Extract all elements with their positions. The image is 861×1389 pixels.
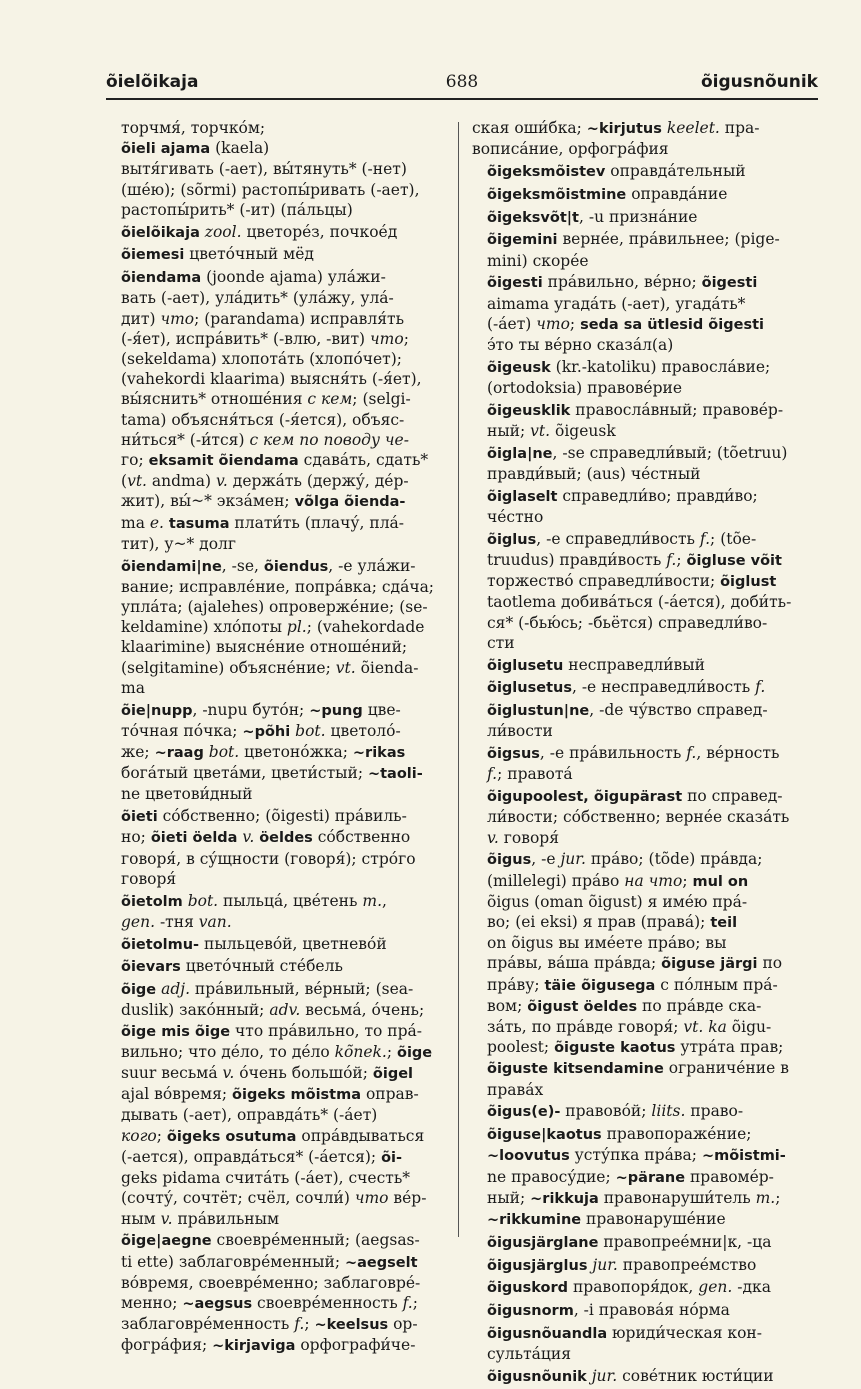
entry-line: (selgitamine) объясне́ние; vt. õienda- bbox=[121, 658, 419, 677]
entry-line: on õigus вы име́ете пра́во; вы bbox=[487, 934, 727, 953]
running-head-left: õielõikaja bbox=[106, 72, 199, 92]
entry-line: растопы́рить* (-ит) (па́льцы) bbox=[121, 200, 353, 219]
entry-line: пра́вы, ва́ша пра́вда; õiguse järgi по bbox=[487, 954, 783, 973]
entry-line: жит), вы́~* экза́мен; võlga õienda- bbox=[121, 492, 406, 511]
entry-line: вы́яснить* отноше́ния с кем; (selgi- bbox=[121, 390, 411, 409]
entry-line: õigemini верне́е, пра́вильнее; (pige- bbox=[487, 230, 780, 249]
entry-line: ный; vt. õigeusk bbox=[487, 422, 616, 440]
entry-line: õiendami|ne, -se, õiendus, -e ула́жи- bbox=[121, 556, 416, 575]
entry-line: õigus(e)- правово́й; liits. право- bbox=[487, 1102, 744, 1121]
entry-line: ma bbox=[121, 678, 145, 697]
dictionary-entry bbox=[472, 700, 818, 741]
entry-line: õigsus, -e пра́вильность f., ве́рность bbox=[487, 744, 780, 763]
entry-line: õiglaselt справедли́во; правди́во; bbox=[487, 486, 758, 505]
entry-line: õietolmu- пыльцево́й, цветнево́й bbox=[121, 934, 387, 953]
dictionary-entry bbox=[106, 267, 452, 554]
entry-line: tama) объясня́ться (-я́ется), объяс- bbox=[121, 410, 405, 429]
entry-line: пра́ву; täie õigusega с по́лным пра́- bbox=[487, 975, 778, 994]
entry-line: бога́тый цвета́ми, цвети́стый; ~taoli- bbox=[121, 764, 423, 783]
entry-line: ни́ться* (-и́тся) с кем по поводу че- bbox=[121, 430, 409, 449]
entry-line: õigusjärglus jur. правопрее́мство bbox=[487, 1255, 757, 1274]
entry-line: õiglusetus, -e несправедли́вость f. bbox=[487, 678, 766, 697]
dictionary-entry bbox=[472, 677, 818, 698]
dictionary-entry bbox=[106, 700, 452, 805]
entry-line: õige|aegne своевре́менный; (aegsas- bbox=[121, 1231, 420, 1250]
entry-line: õigeusk (kr.-katoliku) правосла́вие; bbox=[487, 357, 771, 376]
page-number: 688 bbox=[445, 72, 479, 92]
entry-line: ne цветови́дный bbox=[121, 785, 253, 804]
entry-line: keldamine) хло́поты pl.; (vahekordade bbox=[121, 618, 425, 637]
dictionary-entry bbox=[472, 655, 818, 676]
entry-line: говоря́ bbox=[121, 869, 177, 888]
entry-line: же; ~raag bot. цветоно́жка; ~rikas bbox=[121, 743, 406, 762]
entry-line: õigla|ne, -se справедли́вый; (tõetruu) bbox=[487, 443, 788, 462]
header-rule bbox=[106, 98, 818, 100]
dictionary-entry bbox=[472, 229, 818, 270]
entry-line: (millelegi) пра́во на что; mul on bbox=[487, 871, 749, 890]
entry-line: õigeksmõistev оправда́тельный bbox=[487, 162, 746, 180]
entry-line: торчмя́, торчко́м; bbox=[121, 119, 266, 137]
entry-line: v. говоря́ bbox=[487, 828, 559, 847]
entry-line: õigeusklik правосла́вный; правове́р- bbox=[487, 400, 784, 419]
entry-line: suur весьма́ v. о́чень большо́й; õigel bbox=[121, 1064, 414, 1083]
left-column bbox=[106, 118, 452, 1358]
entry-line: кого; õigeks osutuma опра́вдываться bbox=[121, 1126, 425, 1145]
entry-line: õigusnorm, -i правова́я но́рма bbox=[487, 1301, 730, 1320]
entry-line: права́х bbox=[487, 1080, 544, 1099]
dictionary-entry bbox=[472, 1101, 818, 1122]
dictionary-entry bbox=[472, 184, 818, 205]
entry-line: klaarimine) выясне́ние отноше́ний; bbox=[121, 638, 408, 657]
entry-line: f.; правота́ bbox=[487, 765, 573, 784]
dictionary-entry bbox=[472, 118, 818, 159]
column-separator bbox=[458, 122, 459, 1237]
entry-line: сульта́ция bbox=[487, 1345, 571, 1364]
dictionary-entry bbox=[106, 556, 452, 698]
dictionary-entry bbox=[472, 1232, 818, 1253]
entry-line: õiguste kitsendamine ограниче́ние в bbox=[487, 1059, 789, 1078]
dictionary-entry bbox=[472, 743, 818, 784]
entry-line: õige adj. пра́вильный, ве́рный; (sea- bbox=[121, 980, 414, 999]
entry-line: ~loovutus усту́пка пра́ва; ~mõistmi- bbox=[487, 1146, 786, 1165]
entry-line: тит), у~* долг bbox=[121, 534, 237, 553]
entry-line: õiglusetu несправедли́вый bbox=[487, 655, 705, 674]
entry-line: (ше́ю); (sõrmi) растопы́ривать (-ает), bbox=[121, 180, 420, 199]
entry-line: õigupoolest, õigupärast по справед- bbox=[487, 787, 783, 806]
entry-line: но; õieti öelda v. öeldes со́бственно bbox=[121, 828, 411, 847]
entry-line: õiglustun|ne, -de чу́вство справед- bbox=[487, 701, 768, 720]
dictionary-entry bbox=[472, 1300, 818, 1321]
entry-line: õigus (oman õigust) я име́ю пра́- bbox=[487, 892, 748, 911]
entry-line: (vahekordi klaarima) выясня́ть (-я́ет), bbox=[121, 370, 422, 389]
entry-line: aimama угада́ть (-ает), угада́ть* bbox=[487, 294, 746, 313]
entry-line: правди́вый; (aus) че́стный bbox=[487, 465, 701, 483]
entry-line: ли́вости; со́бственно; верне́е сказа́ть bbox=[487, 808, 790, 827]
entry-line: вать (-ает), ула́дить* (ула́жу, ула́- bbox=[121, 289, 394, 308]
entry-line: geks pidama счита́ть (-а́ет), счесть* bbox=[121, 1169, 411, 1188]
entry-line: менно; ~aegsus своевре́менность f.; bbox=[121, 1293, 418, 1312]
entry-line: ma e. tasuma плати́ть (плачу́, пла́- bbox=[121, 513, 405, 532]
dictionary-entry bbox=[106, 806, 452, 889]
entry-line: ti ette) заблаговре́менный; ~aegselt bbox=[121, 1252, 418, 1271]
dictionary-entry bbox=[472, 849, 818, 1099]
entry-line: poolest; õiguste kaotus утра́та прав; bbox=[487, 1038, 784, 1057]
entry-line: duslik) зако́нный; adv. весьма́, о́чень; bbox=[121, 1001, 425, 1020]
dictionary-entry bbox=[472, 786, 818, 848]
dictionary-entry bbox=[472, 400, 818, 441]
dictionary-entry bbox=[472, 1323, 818, 1364]
entry-line: заблаговре́менность f.; ~keelsus ор- bbox=[121, 1315, 418, 1334]
entry-line: го; eksamit õiendama сдава́ть, сдать* bbox=[121, 451, 429, 470]
entry-line: (-ается), оправда́ться* (-а́ется); õi- bbox=[121, 1147, 403, 1166]
dictionary-entry bbox=[106, 979, 452, 1228]
entry-line: õigeksvõt|t, -u призна́ние bbox=[487, 207, 698, 226]
entry-line: (-я́ет), испра́вить* (-влю, -вит) что; bbox=[121, 329, 409, 348]
entry-line: õigusnõuandla юриди́ческая кон- bbox=[487, 1324, 762, 1343]
entry-line: вытя́гивать (-ает), вы́тянуть* (-нет) bbox=[121, 160, 407, 179]
entry-line: (ortodoksia) правове́рие bbox=[487, 379, 682, 397]
entry-line: ne правосу́дие; ~pärane правоме́р- bbox=[487, 1167, 774, 1186]
entry-line: ская оши́бка; ~kirjutus keelet. пра- bbox=[472, 119, 760, 137]
entry-line: ajal во́время; õigeks mõistma оправ- bbox=[121, 1085, 419, 1104]
entry-line: õiglus, -e справедли́вость f.; (tõe- bbox=[487, 529, 757, 548]
entry-line: õietolm bot. пыльца́, цве́тень m., bbox=[121, 891, 387, 910]
entry-line: truudus) правди́вость f.; õigluse võit bbox=[487, 551, 782, 569]
entry-line: во; (ei eksi) я прав (права́); teil bbox=[487, 913, 738, 932]
entry-line: õigus, -e jur. пра́во; (tõde) пра́вда; bbox=[487, 850, 763, 869]
entry-line: то́чная по́чка; ~põhi bot. цветоло́- bbox=[121, 721, 401, 740]
running-head-right: õigusnõunik bbox=[700, 72, 818, 92]
entry-line: õigeksmõistmine оправда́ние bbox=[487, 184, 728, 203]
entry-line: õige mis õige что пра́вильно, то пра́- bbox=[121, 1021, 423, 1040]
dictionary-entry bbox=[106, 934, 452, 955]
entry-line: gen. -тня van. bbox=[121, 912, 232, 931]
dictionary-entry bbox=[472, 443, 818, 484]
entry-line: õigusjärglane правопрее́мни|к, -ца bbox=[487, 1232, 772, 1251]
entry-line: сти bbox=[487, 633, 515, 652]
dictionary-entry bbox=[472, 357, 818, 398]
entry-line: õieli ajama (kaela) bbox=[121, 139, 270, 158]
entry-line: õielõikaja zool. цветоре́з, почкое́д bbox=[121, 222, 398, 241]
entry-line: õiguskord правопоря́док, gen. -дка bbox=[487, 1278, 771, 1297]
entry-line: вильно; что де́ло, то де́ло kõnek.; õige bbox=[121, 1042, 433, 1061]
dictionary-entry bbox=[472, 161, 818, 182]
entry-line: вописа́ние, орфогра́фия bbox=[472, 140, 669, 159]
entry-line: õiguse|kaotus правопораже́ние; bbox=[487, 1125, 752, 1144]
entry-line: õigusnõunik jur. сове́тник юсти́ции bbox=[487, 1367, 774, 1386]
entry-line: во́время, своевре́менно; заблаговре́- bbox=[121, 1273, 421, 1292]
entry-line: упла́та; (ajalehes) опроверже́ние; (se- bbox=[121, 598, 428, 617]
entry-line: торжество́ справедли́вости; õiglust bbox=[487, 572, 777, 591]
dictionary-entry bbox=[106, 956, 452, 977]
entry-line: ным v. пра́вильным bbox=[121, 1209, 280, 1228]
entry-line: õigesti пра́вильно, ве́рно; õigesti bbox=[487, 273, 758, 292]
entry-line: (сочту́, сочтёт; счёл, сочли́) что ве́р- bbox=[121, 1189, 427, 1208]
entry-line: говоря́, в су́щности (говоря́); стро́го bbox=[121, 849, 416, 868]
entry-line: (-а́ет) что; seda sa ütlesid õigesti bbox=[487, 314, 764, 333]
dictionary-entry bbox=[472, 207, 818, 228]
dictionary-entry bbox=[472, 486, 818, 527]
entry-line: дывать (-ает), оправда́ть* (-а́ет) bbox=[121, 1106, 378, 1125]
dictionary-entry bbox=[106, 118, 452, 220]
entry-line: ли́вости bbox=[487, 722, 553, 741]
entry-line: mini) скоре́е bbox=[487, 251, 589, 270]
entry-line: че́стно bbox=[487, 508, 544, 526]
dictionary-entry bbox=[106, 222, 452, 243]
dictionary-entry bbox=[472, 529, 818, 653]
entry-line: õiemesi цвето́чный мёд bbox=[121, 245, 314, 264]
entry-line: (vt. andma) v. держа́ть (держу́, де́р- bbox=[121, 472, 409, 491]
dictionary-entry bbox=[472, 1255, 818, 1276]
entry-line: (sekeldama) хлопота́ть (хлопо́чет); bbox=[121, 350, 403, 369]
entry-line: õie|nupp, -nupu буто́н; ~pung цве- bbox=[121, 700, 401, 719]
right-column bbox=[472, 118, 818, 1389]
page-header bbox=[106, 72, 818, 100]
dictionary-entry bbox=[106, 1230, 452, 1356]
dictionary-entry bbox=[472, 272, 818, 355]
entry-line: õieti со́бственно; (õigesti) пра́виль- bbox=[121, 807, 407, 826]
entry-line: вание; исправле́ние, попра́вка; сда́ча; bbox=[121, 577, 435, 596]
entry-line: ный; ~rikkuja правонаруши́тель m.; bbox=[487, 1188, 781, 1207]
entry-line: э́то ты ве́рно сказа́л(а) bbox=[487, 336, 674, 354]
dictionary-entry bbox=[472, 1366, 818, 1387]
entry-line: ся* (-бью́сь; -бьётся) справедли́во- bbox=[487, 613, 768, 632]
entry-line: ~rikkumine правонаруше́ние bbox=[487, 1210, 726, 1229]
entry-line: вом; õigust öeldes по пра́вде ска- bbox=[487, 996, 762, 1015]
entry-line: taotlema добива́ться (-а́ется), доби́ть- bbox=[487, 593, 792, 612]
dictionary-entry bbox=[106, 244, 452, 265]
dictionary-entry bbox=[106, 891, 452, 932]
dictionary-entry bbox=[472, 1124, 818, 1230]
entry-line: õiendama (joonde ajama) ула́жи- bbox=[121, 268, 386, 287]
entry-line: дит) что; (parandama) исправля́ть bbox=[121, 309, 405, 328]
entry-line: за́ть, по пра́вде говоря́; vt. ka õigu- bbox=[487, 1018, 772, 1037]
entry-line: õievars цвето́чный сте́бель bbox=[121, 957, 343, 976]
dictionary-entry bbox=[472, 1277, 818, 1298]
entry-line: фогра́фия; ~kirjaviga орфографи́че- bbox=[121, 1336, 416, 1355]
